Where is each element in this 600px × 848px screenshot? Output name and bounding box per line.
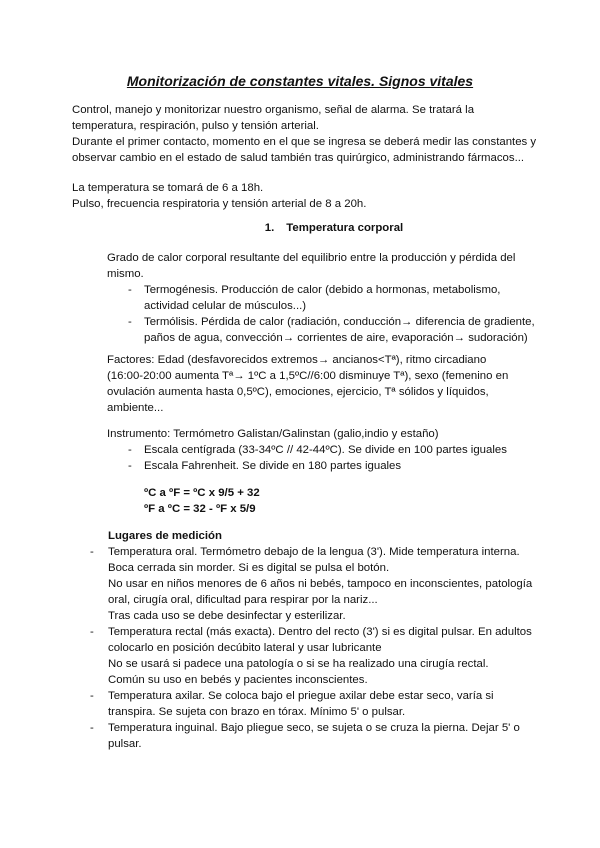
list-item-line: Común su uso en bebés y pacientes inconscientes. — [108, 674, 368, 686]
definition-line: mismo. — [107, 268, 144, 280]
list-item-line: Temperatura axilar. Se coloca bajo el priegue axilar debe estar seco, varía si — [108, 690, 494, 702]
list-item-line: colocarlo en posición decúbito lateral y usar lubricante — [108, 642, 382, 654]
factors-line: (16:00-20:00 aumenta Tª→ 1ºC a 1,5ºC//6:00 disminuye Tª), sexo (femenino en — [107, 370, 509, 382]
list-item-line: No usar en niños menores de 6 años ni bebés, tampoco en inconscientes, patología — [108, 578, 533, 590]
intro-line: Durante el primer contacto, momento en el que se ingresa se deberá medir las constantes y — [72, 136, 537, 148]
list-item-line: transpira. Se sujeta con brazo en tórax. Mínimo 5' o pulsar. — [108, 706, 406, 718]
formula: ºF a ºC = 32 - ºF x 5/9 — [144, 503, 256, 515]
list-item-line: Temperatura oral. Termómetro debajo de la lengua (3'). Mide temperatura interna. — [108, 546, 520, 558]
list-item-line: Boca cerrada sin morder. Si es digital se pulsa el botón. — [108, 562, 390, 574]
bullet-dash: - — [90, 546, 94, 558]
definition-line: Grado de calor corporal resultante del equilibrio entre la producción y pérdida del — [107, 252, 516, 264]
list-item-line: pulsar. — [108, 738, 142, 750]
bullet-dash: - — [128, 316, 132, 328]
factors-line: ovulación aumenta hasta 0,5ºC), emociones, ejercicio, Tª sólidos y líquidos, — [107, 386, 489, 398]
factors-line: ambiente... — [107, 402, 164, 414]
intro-line: Control, manejo y monitorizar nuestro organismo, señal de alarma. Se tratará la — [72, 104, 475, 116]
bullet-dash: - — [90, 690, 94, 702]
list-item-line: Tras cada uso se debe desinfectar y esterilizar. — [108, 610, 346, 622]
bullet-dash: - — [128, 460, 132, 472]
subheading: Lugares de medición — [108, 530, 222, 542]
list-item-line: oral, cirugía oral, dificultad para respirar por la nariz... — [108, 594, 378, 606]
list-item-line: Termogénesis. Producción de calor (debido a hormonas, metabolismo, — [144, 284, 501, 296]
page-title: Monitorización de constantes vitales. Signos vitales — [126, 73, 474, 89]
intro-line: observar cambio en el estado de salud también tras quirúrgico, administrando fármacos... — [72, 152, 525, 164]
list-item-line: Temperatura rectal (más exacta). Dentro del recto (3') si es digital pulsar. En adultos — [108, 626, 532, 638]
list-item-line: actividad celular de músculos...) — [144, 300, 307, 312]
list-item-line: Escala centígrada (33-34ºC // 42-44ºC). Se divide en 100 partes iguales — [144, 444, 507, 456]
bullet-dash: - — [128, 284, 132, 296]
section-title: Temperatura corporal — [286, 222, 404, 234]
bullet-dash: - — [90, 722, 94, 734]
instrument-label: Instrumento: Termómetro Galistan/Galinstan (galio,indio y estaño) — [107, 428, 439, 440]
list-item-line: No se usará si padece una patología o si se ha realizado una cirugía rectal. — [108, 658, 489, 670]
list-item-line: paños de agua, convección→ corrientes de aire, evaporación→ sudoración) — [144, 332, 528, 344]
schedule-line: Pulso, frecuencia respiratoria y tensión arterial de 8 a 20h. — [72, 198, 367, 210]
formula: ºC a ºF = ºC x 9/5 + 32 — [144, 487, 260, 499]
factors-line: Factores: Edad (desfavorecidos extremos→ ancianos<Tª), ritmo circadiano — [107, 354, 487, 366]
section-heading — [0, 220, 600, 236]
list-item-line: Escala Fahrenheit. Se divide en 180 partes iguales — [144, 460, 402, 472]
bullet-dash: - — [90, 626, 94, 638]
schedule-line: La temperatura se tomará de 6 a 18h. — [72, 182, 264, 194]
intro-line: temperatura, respiración, pulso y tensión arterial. — [72, 120, 319, 132]
bullet-dash: - — [128, 444, 132, 456]
list-item-line: Temperatura inguinal. Bajo pliegue seco, se sujeta o se cruza la pierna. Dejar 5' o — [108, 722, 520, 734]
list-item-line: Termólisis. Pérdida de calor (radiación, conducción→ diferencia de gradiente, — [144, 316, 535, 328]
section-number: 1. — [264, 222, 275, 234]
